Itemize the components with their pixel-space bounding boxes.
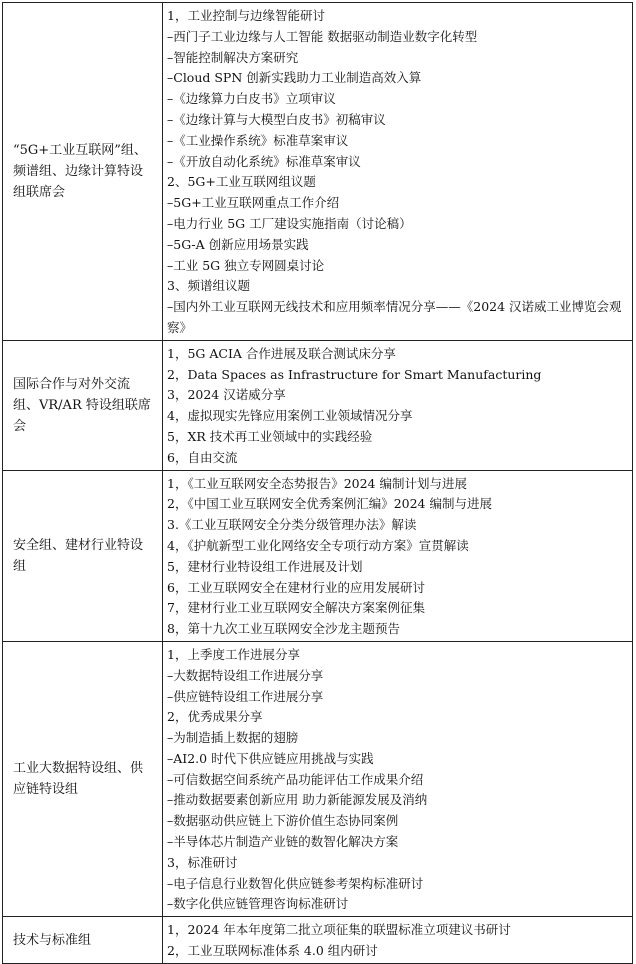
- agenda-item: 8，第十九次工业互联网安全沙龙主题预告: [167, 621, 400, 637]
- agenda-item: 1，上季度工作进展分享: [167, 646, 300, 662]
- agenda-item: –数据驱动供应链上下游价值生态协同案例: [167, 813, 399, 829]
- agenda-item: –AI2.0 时代下供应链应用挑战与实践: [167, 750, 374, 766]
- agenda-item: –5G-A 创新应用场景实践: [167, 236, 309, 252]
- agenda-items-cell: [163, 470, 633, 641]
- agenda-item: 4，《护航新型工业化网络安全专项行动方案》宣贯解读: [167, 537, 469, 553]
- agenda-item: 4，虚拟现实先锋应用案例工业领域情况分享: [167, 408, 413, 424]
- agenda-item: –可信数据空间系统产品功能评估工作成果介绍: [167, 771, 424, 787]
- agenda-item: –推动数据要素创新应用 助力新能源发展及消纳: [167, 792, 428, 808]
- table-row: [3, 340, 633, 470]
- agenda-item: 2，优秀成果分享: [167, 709, 263, 725]
- agenda-item: 6，自由交流: [167, 449, 238, 465]
- agenda-item: 2，Data Spaces as Infrastructure for Smart Manufacturing: [167, 366, 542, 382]
- agenda-items-cell: [163, 340, 633, 470]
- agenda-items-cell: [163, 641, 633, 916]
- agenda-item: 1，5G ACIA 合作进展及联合测试床分享: [167, 345, 396, 361]
- agenda-table: [2, 2, 633, 964]
- agenda-item: 1，《工业互联网安全态势报告》2024 编制计划与进展: [167, 475, 467, 491]
- agenda-item: –《边缘算力白皮书》立项审议: [167, 91, 336, 107]
- agenda-item: 1，工业控制与边缘智能研讨: [167, 8, 325, 23]
- agenda-item: –《开放自动化系统》标准草案审议: [167, 153, 361, 169]
- agenda-items-cell: [163, 917, 633, 964]
- table-row: [3, 917, 633, 964]
- agenda-item: 3，标准研讨: [167, 854, 238, 870]
- agenda-item: –《工业操作系统》标准草案审议: [167, 132, 349, 148]
- agenda-item: 5，建材行业特设组工作进展及计划: [167, 558, 363, 574]
- agenda-items-cell: [163, 3, 633, 341]
- agenda-item: –电力行业 5G 工厂建设实施指南（讨论稿）: [167, 215, 412, 231]
- agenda-item: –数字化供应链管理咨询标准研讨: [167, 896, 349, 912]
- agenda-item: –国内外工业互联网无线技术和应用频率情况分享——《2024 汉诺威工业博览会观察》: [167, 299, 622, 335]
- agenda-item: 6，工业互联网安全在建材行业的应用发展研讨: [167, 579, 425, 595]
- agenda-item: 5，XR 技术再工业领域中的实践经验: [167, 428, 373, 444]
- group-name-cell: 国际合作与对外交流组、VR/AR 特设组联席会: [3, 340, 163, 470]
- agenda-item: 1，2024 年本年度第二批立项征集的联盟标准立项建议书研讨: [167, 922, 511, 938]
- agenda-item: –电子信息行业数智化供应链参考架构标准研讨: [167, 875, 424, 891]
- agenda-item: –工业 5G 独立专网圆桌讨论: [167, 257, 325, 273]
- agenda-item: 2，工业互联网标准体系 4.0 组内研讨: [167, 943, 378, 959]
- agenda-item: –西门子工业边缘与人工智能 数据驱动制造业数字化转型: [167, 28, 478, 44]
- table-row: [3, 641, 633, 916]
- agenda-item: –Cloud SPN 创新实践助力工业制造高效入算: [167, 70, 422, 86]
- group-name-cell: 安全组、建材行业特设组: [3, 470, 163, 641]
- agenda-item: –供应链特设组工作进展分享: [167, 688, 324, 704]
- agenda-item: 2、5G+工业互联网组议题: [167, 174, 316, 190]
- group-name-cell: 工业大数据特设组、供应链特设组: [3, 641, 163, 916]
- agenda-item: –大数据特设组工作进展分享: [167, 667, 324, 683]
- agenda-item: –5G+工业互联网重点工作介绍: [167, 195, 340, 211]
- agenda-item: –《边缘计算与大模型白皮书》初稿审议: [167, 111, 386, 127]
- agenda-item: 7，建材行业工业互联网安全解决方案案例征集: [167, 600, 425, 616]
- table-row: [3, 3, 633, 341]
- agenda-item: 3.《工业互联网安全分类分级管理办法》解读: [167, 517, 417, 533]
- agenda-item: 3、频谱组议题: [167, 278, 250, 294]
- group-name-cell: “5G+工业互联网”组、频谱组、边缘计算特设组联席会: [3, 3, 163, 341]
- group-name-cell: 技术与标准组: [3, 917, 163, 964]
- agenda-item: –为制造插上数据的翅膀: [167, 730, 299, 746]
- agenda-item: 2，《中国工业互联网安全优秀案例汇编》2024 编制与进展: [167, 496, 492, 512]
- agenda-item: –智能控制解决方案研究: [167, 49, 299, 65]
- agenda-item: 3，2024 汉诺威分享: [167, 387, 286, 403]
- agenda-item: –半导体芯片制造产业链的数智化解决方案: [167, 834, 399, 850]
- table-row: [3, 470, 633, 641]
